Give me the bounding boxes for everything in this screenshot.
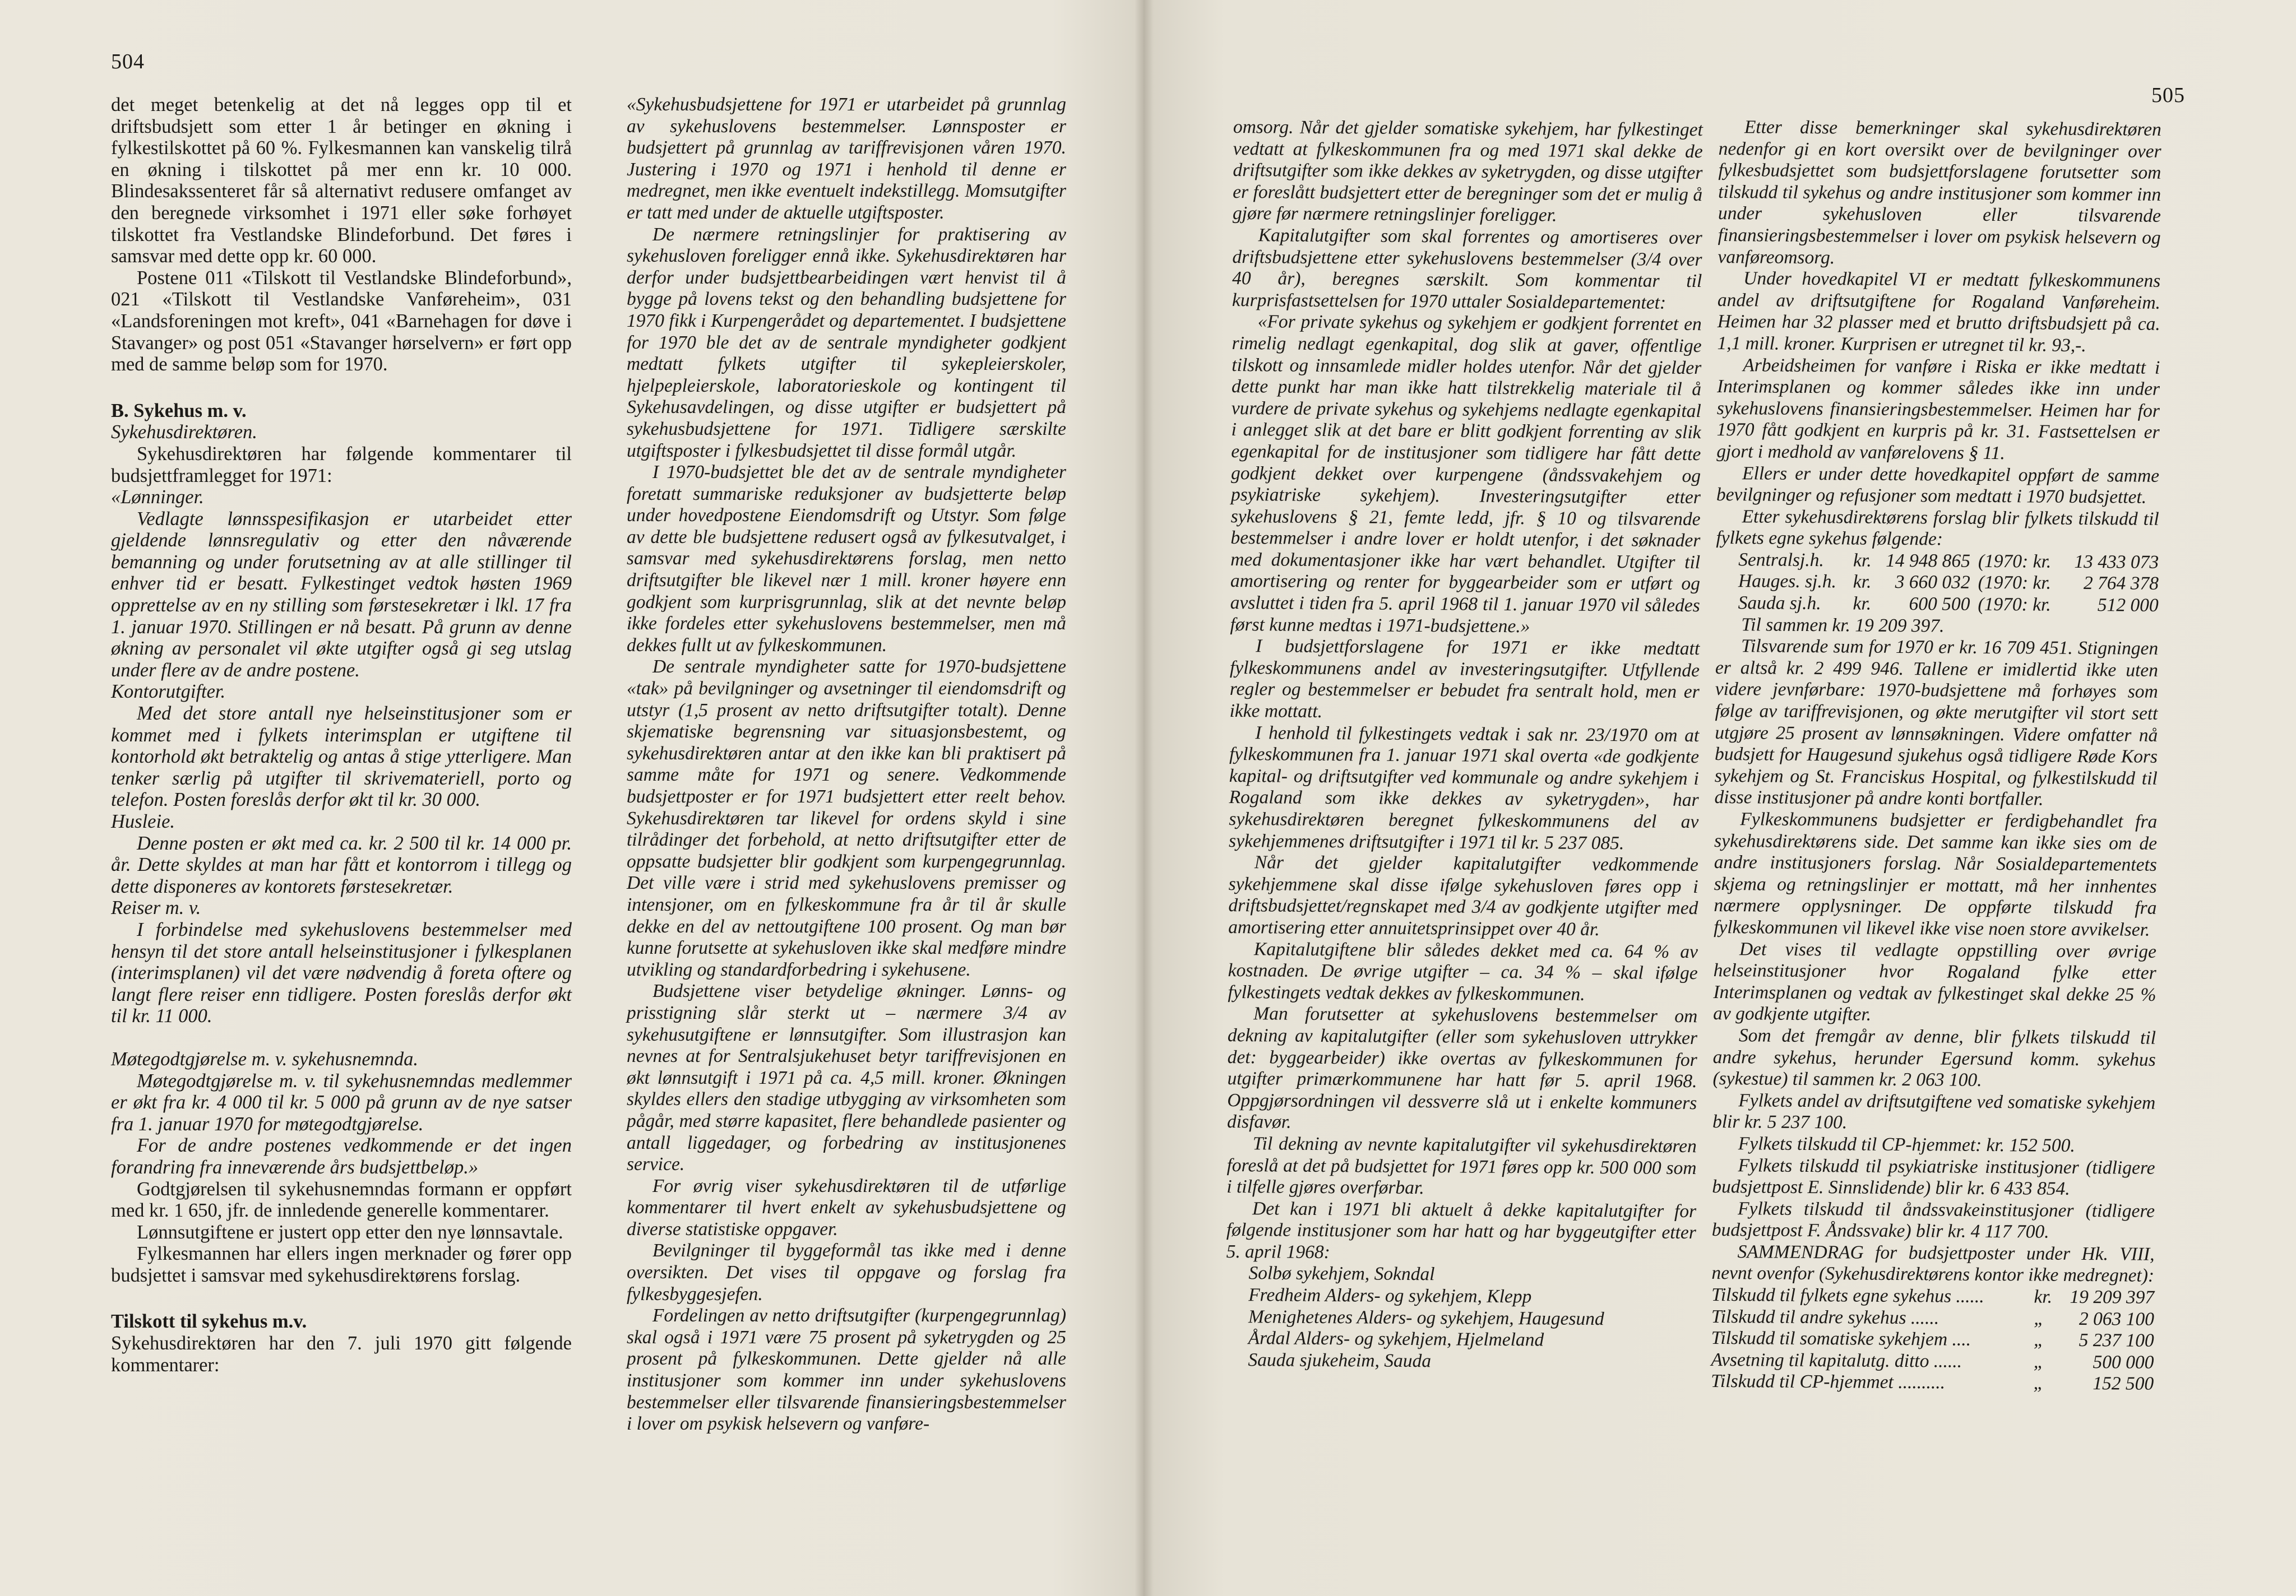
paragraph: omsorg. Når det gjelder somatiske sykehjem, har fylkestinget vedtatt at fylkeskommunen fra og med 1971 skal dekke de driftsutgifter som ikke dekkes av syketrygden, og disse utgifter er foreslått budsjettert etter de beregninger som det er mulig å gjøre før nærmere retningslinjer foreligger.: [1232, 117, 1703, 226]
table-row: [1716, 592, 2159, 616]
table-cell: 600 500: [1909, 593, 1970, 615]
subheading: Sykehusdirektøren.: [111, 421, 257, 443]
table-cell: 2 063 100: [2079, 1308, 2155, 1330]
paragraph: Kapitalutgifter som skal forrentes og amortiseres over driftsbudsjettene etter sykehuslovens bestemmelser (3/4 over 40 år), beregnes særskilt. Som kommentar til kurprisfastsettelsen for 1970 uttaler Sosialdepartementet:: [1232, 225, 1702, 313]
table-cell: „: [2033, 1372, 2044, 1394]
paragraph: Bevilgninger til byggeformål tas ikke med i denne oversikten. Det vises til oppgave og forslag fra fylkesbyggesjefen.: [627, 1240, 1066, 1305]
paragraph: De nærmere retningslinjer for praktisering av sykehusloven foreligger ennå ikke. Sykehusdirektøren har derfor under budsjettbearbeidingen vært henvist til å bygge på lovens tekst og den behandling budsjettene for 1970 fikk i Kurpengerådet og departementet. I budsjettene for 1970 ble det av de sentrale myndigheter godkjent medtatt fylkets utgifter til sykepleierskoler, hjelpepleierskole, laboratorieskole og kontingent til Sykehusavdelingen, og disse utgifter er budsjettert på sykehusbudsjettene for 1971. Tidligere særskilte utgiftsposter i fylkesbudsjettet til disse formål utgår.: [627, 224, 1066, 461]
table-cell: „: [2033, 1329, 2044, 1351]
paragraph: Denne posten er økt med ca. kr. 2 500 til kr. 14 000 pr. år. Dette skyldes at man har fått et kontorrom i tillegg og dette disponeres av kontorets førstesekretær.: [111, 832, 572, 897]
paragraph: Fylkets andel av driftsutgiftene ved somatiske sykehjem blir kr. 5 237 100.: [1712, 1089, 2156, 1133]
table-cell: Sauda sj.h.: [1738, 592, 1821, 614]
table-cell: „: [2033, 1351, 2044, 1372]
table-cell: Hauges. sj.h.: [1738, 570, 1836, 592]
list-item: Solbø sykehjem, Sokndal: [1248, 1263, 1435, 1285]
hospital-subsidy-table: [1716, 549, 2159, 617]
paragraph: Man forutsetter at sykehuslovens bestemmelser om dekning av kapitalutgifter (eller som sykehusloven uttrykker det: byggearbeider) ikke overtas av fylkeskommunen for utgifter primærkommunene har hatt før 5. april 1968. Oppgjørsordningen vil dessverre slå ut i enkelte kommuners disfavør.: [1226, 1003, 1698, 1133]
table-cell: „: [2034, 1308, 2045, 1329]
paragraph: Fylkets tilskudd til CP-hjemmet: kr. 152 500.: [1738, 1133, 2075, 1156]
subheading: «Lønninger.: [111, 486, 204, 508]
paragraph: For øvrig viser sykehusdirektøren til de utførlige kommentarer til hvert enkelt av sykehusbudsjettene og diverse statistiske oppgaver.: [627, 1175, 1066, 1240]
paragraph: Ellers er under dette hovedkapitel oppført de samme bevilgninger og refusjoner som medtatt i 1970 budsjettet.: [1716, 462, 2160, 508]
paragraph: Fordelingen av netto driftsutgifter (kurpengegrunnlag) skal også i 1971 være 75 prosent på syketrygden og 25 prosent på fylkeskommunen. Dette gjelder nå alle institusjoner som kommer inn under sykehuslovens bestemmelser eller tilsvarende finansieringsbestemmelser i lover om psykisk helsevern og vanføre-: [627, 1305, 1066, 1435]
page-number-left: 504: [111, 50, 145, 73]
table-cell: 500 000: [2093, 1351, 2154, 1373]
table-cell: Tilskudd til CP-hjemmet ..........: [1711, 1371, 1946, 1393]
table-row: [1711, 1349, 2154, 1374]
right-column-1: [1225, 117, 1703, 1374]
paragraph: For de andre postenes vedkommende er det ingen forandring fra inneværende års budsjettbeløp.»: [111, 1135, 572, 1178]
paragraph: Møtegodtgjørelse m. v. til sykehusnemndas medlemmer er økt fra kr. 4 000 til kr. 5 000 på grunn av de nye satser fra 1. januar 1970 for møtegodtgjørelse.: [111, 1070, 572, 1135]
table-cell: 5 237 100: [2079, 1330, 2154, 1352]
table-cell: Sentralsj.h.: [1738, 549, 1824, 571]
table-row: [1716, 549, 2159, 573]
table-cell: Avsetning til kapitalutg. ditto ......: [1711, 1349, 1962, 1372]
right-column-2: [1711, 117, 2161, 1395]
table-row: [1711, 1306, 2154, 1330]
table-cell: 512 000: [2097, 595, 2159, 616]
list-item: Fredheim Alders- og sykehjem, Klepp: [1248, 1284, 1532, 1307]
paragraph: I 1970-budsjettet ble det av de sentrale myndigheter foretatt summariske reduksjoner av budsjetterte beløp under hovedpostene Eiendomsdrift og Utstyr. Som følge av dette ble budsjettene redusert også av fylkesutvalget, i samsvar med sykehusdirektørens forslag, men netto driftsutgifter ble likevel nær 1 mill. kroner høyere enn godkjent som kurprisgrunnlag, slik at det nevnte beløp ikke fordeles etter sykehuslovens bestemmelser, men må dekkes fullt ut av fylkeskommunen.: [627, 462, 1066, 656]
table-cell: kr.: [1853, 593, 1872, 614]
table-cell: (1970: kr.: [1978, 593, 2051, 615]
paragraph: I budsjettforslagene for 1971 er ikke medtatt fylkeskommunens andel av investeringsutgifter. Utfyllende regler og bestemmelser er bebudet fra sentralt hold, men er ikke mottatt.: [1229, 635, 1700, 722]
paragraph: Kapitalutgiftene blir således dekket med ca. 64 % av kostnaden. De øvrige utgifter – ca. 34 % – skal ifølge fylkestingets vedtak dekkes av fylkeskommunen.: [1228, 938, 1698, 1005]
table-cell: Tilskudd til andre sykehus ......: [1711, 1306, 1939, 1329]
table-cell: 3 660 032: [1895, 572, 1970, 593]
paragraph: Når det gjelder kapitalutgifter vedkommende sykehjemmene skal disse ifølge sykehusloven føres opp i driftsbudsjettet/regnskapet med 3/4 av godkjente utgifter med amortisering etter annuitetsprinsippet over 40 år.: [1228, 852, 1698, 940]
table-cell: Tilskudd til somatiske sykehjem ....: [1711, 1328, 1971, 1351]
section-heading: Tilskott til sykehus m.v.: [111, 1311, 307, 1333]
paragraph: SAMMENDRAG for budsjettposter under Hk. VIII, nevnt ovenfor (Sykehusdirektørens kontor ikke medregnet):: [1711, 1241, 2155, 1287]
paragraph: Budsjettene viser betydelige økninger. Lønns- og prisstigning slår sterkt ut – nærmere 3/4 av sykehusutgiftene er lønnsutgifter. Som illustrasjon kan nevnes at for Sentralsjukehuset betyr tariffrevisjonen en økt lønnsutgift i 1971 på ca. 4,5 mill. kroner. Økningen skyldes ellers den stadige utbygging av virksomheten som pågår, med større kapasitet, flere behandlede pasienter og antall liggedager, og forbedring av institusjonenes service.: [627, 981, 1066, 1175]
paragraph: Fylkets tilskudd til åndssvakeinstitusjoner (tidligere budsjettpost F. Åndssvake) blir kr. 4 117 700.: [1711, 1198, 2155, 1242]
paragraph: Det vises til vedlagte oppstilling over øvrige helseinstitusjoner hvor Rogaland fylke etter Interimsplanen og vedtak av fylkestinget skal dekke 25 % av godkjente utgifter.: [1713, 938, 2157, 1026]
table-cell: 19 209 397: [2070, 1286, 2155, 1308]
subheading: Reiser m. v.: [111, 897, 201, 919]
paragraph: Til dekning av nevnte kapitalutgifter vil sykehusdirektøren foreslå at det på budsjettet for 1971 føres opp kr. 500 000 som i tilfelle gjøres overførbar.: [1226, 1133, 1697, 1199]
table-cell: 13 433 073: [2074, 551, 2159, 573]
paragraph: Arbeidsheimen for vanføre i Riska er ikke medtatt i Interimsplanen og kommer således ikke inn under sykehuslovens finansieringsbestemmelser. Heimen har for 1970 fått godkjent en kurpris på kr. 31. Fastsettelsen er gjort i medhold av vanførelovens § 11.: [1716, 354, 2160, 464]
table-cell: 2 764 378: [2083, 573, 2159, 595]
paragraph: I forbindelse med sykehuslovens bestemmelser med hensyn til det store antall helseinstitusjoner i fylkesplanen (interimsplanen) vil det være nødvendig å foreta oftere og langt flere reiser enn tidligere. Posten foreslås derfor økt til kr. 11 000.: [111, 918, 572, 1027]
left-page: [0, 0, 1144, 1596]
page-number-right: 505: [2151, 83, 2185, 107]
paragraph: Med det store antall nye helseinstitusjoner som er kommet med i fylkets interimsplan er utgiftene til kontorhold økt betraktelig og antas å stige ytterligere. Man tenker særlig på utgifter til skrivemateriell, porto og telefon. Posten foreslås derfor økt til kr. 30 000.: [111, 703, 572, 811]
paragraph: «For private sykehus og sykehjem er godkjent forrentet en rimelig nedlagt egenkapital, dog slik at gaver, offentlige tilskott og innsamlede midler holdes utenfor. Når det gjelder dette punkt har man ikke hatt tilstrekkelig materiale til å vurdere de private sykehus og sykehjems nedlagte egenkapital i anlegget slik at det bare er blitt godkjent forrenting av slik egenkapital for de institusjoner som tidligere har fått dette godkjent dekket over kurpengene (åndssvakehjem og psykiatriske sykehjem). Investeringsutgifter etter sykehuslovens § 21, femte ledd, jfr. § 10 og tilsvarende bestemmelser i andre lover er holdt utenfor, i det søknader med dokumentasjoner ikke har vært behandlet. Utgifter til amortisering og renter for byggearbeider som er utført og avsluttet i tiden fra 5. april 1968 til 1. januar 1970 vil således først kunne medtas i 1971-budsjettene.»: [1230, 311, 1702, 637]
paragraph: Som det fremgår av denne, blir fylkets tilskudd til andre sykehus, herunder Egersund komm. sykehus (sykestue) til sammen kr. 2 063 100.: [1712, 1025, 2156, 1091]
table-row: [1711, 1328, 2154, 1352]
subheading: Kontorutgifter.: [111, 681, 226, 703]
paragraph: Lønnsutgiftene er justert opp etter den nye lønnsavtale.: [137, 1221, 563, 1243]
paragraph: Til sammen kr. 19 209 397.: [1741, 614, 1945, 637]
table-cell: (1970: kr.: [1978, 572, 2052, 594]
table-cell: 152 500: [2093, 1373, 2154, 1395]
paragraph: Etter disse bemerkninger skal sykehusdirektøren nedenfor gi en kort oversikt over de bevilgninger over fylkesbudsjettet som budsjettforslagene forutsetter som tilskudd til sykehus og andre institusjoner som kommer inn under sykehusloven eller tilsvarende finansieringsbestemmelser i lover om psykisk helsevern og vanføreomsorg.: [1718, 117, 2161, 268]
paragraph: Sykehusdirektøren har følgende kommentarer til budsjettframlegget for 1971:: [111, 443, 572, 486]
table-row: [1716, 570, 2159, 595]
paragraph: Postene 011 «Tilskott til Vestlandske Blindeforbund», 021 «Tilskott til Vestlandske Vanføreheim», 031 «Landsforeningen mot kreft», 041 «Barnehagen for døve i Stavanger» og post 051 «Stavanger hørselvern» er ført opp med de samme beløp som for 1970.: [111, 267, 572, 375]
paragraph: Sykehusdirektøren har den 7. juli 1970 gitt følgende kommentarer:: [111, 1333, 572, 1376]
paragraph: Det kan i 1971 bli aktuelt å dekke kapitalutgifter for følgende institusjoner som har hatt og har byggeutgifter etter 5. april 1968:: [1226, 1198, 1697, 1263]
paragraph: Etter sykehusdirektørens forslag blir fylkets tilskudd til fylkets egne sykehus følgende:: [1716, 505, 2159, 550]
paragraph: Under hovedkapitel VI er medtatt fylkeskommunens andel av driftsutgiftene for Rogaland Vanføreheim. Heimen har 32 plasser med et brutto driftsbudsjett på ca. 1,1 mill. kroner. Kurprisen er utregnet til kr. 93,-.: [1717, 268, 2161, 356]
paragraph: Fylkesmannen har ellers ingen merknader og fører opp budsjettet i samsvar med sykehusdirektørens forslag.: [111, 1243, 572, 1286]
paragraph: Vedlagte lønnsspesifikasjon er utarbeidet etter gjeldende lønnsregulativ og etter den nåværende bemanning og under forutsetning av at alle stillinger til enhver tid er besatt. Fylkestinget vedtok høsten 1969 opprettelse av en ny stilling som førstesekretær i lkl. 17 fra 1. januar 1970. Stillingen er nå besatt. På grunn av denne økning av personalet vil økte utgifter også gi seg utslag under flere av de andre postene.: [111, 508, 572, 681]
table-row: [1711, 1284, 2154, 1309]
paragraph: «Sykehusbudsjettene for 1971 er utarbeidet på grunnlag av sykehuslovens bestemmelser. Lønnsposter er budsjettert på grunnlag av tariffrevisjonen våren 1970. Justering i 1970 og 1971 i henhold til denne er medregnet, men ikke eventuelt indekstillegg. Momsutgifter er tatt med under de aktuelle utgiftsposter.: [627, 94, 1066, 223]
table-cell: (1970: kr.: [1978, 550, 2052, 572]
table-cell: Tilskudd til fylkets egne sykehus ......: [1711, 1284, 1984, 1307]
list-item: Sauda sjukeheim, Sauda: [1248, 1349, 1432, 1372]
subheading: Møtegodtgjørelse m. v. sykehusnemnda.: [111, 1048, 419, 1070]
table-cell: kr.: [1853, 550, 1872, 571]
section-heading: B. Sykehus m. v.: [111, 400, 247, 421]
paragraph: I henhold til fylkestingets vedtak i sak nr. 23/1970 om at fylkeskommunen fra 1. januar 1971 skal overta «de godkjente kapital- og driftsutgifter ved kommunale og andre sykehjem i Rogaland som ikke dekkes av syketrygden», har sykehusdirektøren beregnet fylkeskommunens del av sykehjemmenes driftsutgifter i 1971 til kr. 5 237 085.: [1228, 722, 1700, 853]
left-column-1: [111, 94, 572, 1376]
paragraph: Fylkeskommunens budsjetter er ferdigbehandlet fra sykehusdirektørens side. Det samme kan ikke sies om de andre institusjoners forslag. Når Sosialdepartementets skjema og retningslinjer er mottatt, må her innhentes nærmere opplysninger. De oppførte tilskudd fra fylkeskommunen vil likevel ikke vise noen store avvikelser.: [1714, 809, 2158, 940]
list-item: Menighetenes Alders- og sykehjem, Haugesund: [1248, 1306, 1604, 1329]
list-item: Årdal Alders- og sykehjem, Hjelmeland: [1248, 1328, 1544, 1351]
left-column-2: [627, 94, 1066, 1435]
summary-table: [1711, 1284, 2154, 1395]
paragraph: Fylkets tilskudd til psykiatriske institusjoner (tidligere budsjettpost E. Sinnslidende) blir kr. 6 433 854.: [1712, 1154, 2155, 1199]
paragraph: Godtgjørelsen til sykehusnemndas formann er oppført med kr. 1 650, jfr. de innledende generelle kommentarer.: [111, 1178, 572, 1222]
table-row: [1711, 1371, 2154, 1395]
paragraph: det meget betenkelig at det nå legges opp til et driftsbudsjett som etter 1 år betinger en økning i fylkestilskottet på 60 %. Fylkesmannen kan vanskelig tilrå en økning i tilskottet på mer enn kr. 10 000. Blindesakssenteret får så alternativt redusere omfanget av den beregnede virksomhet i 1971 eller søke forhøyet tilskottet fra Vestlandske Blindeforbund. Det føres i samsvar med dette opp kr. 60 000.: [111, 94, 572, 267]
paragraph: De sentrale myndigheter satte for 1970-budsjettene «tak» på bevilgninger og avsetninger til eiendomsdrift og utstyr (1,5 prosent av netto driftsutgifter totalt). Denne skjematiske begrensning var situasjonsbestemt, og sykehusdirektøren antar at den ikke kan bli praktisert på samme måte for 1971 og senere. Vedkommende budsjettposter er for 1971 budsjettert etter reelt behov. Sykehusdirektøren tar likevel for ordens skyld i sine tilrådinger det forbehold, at netto driftsutgifter etter de oppsatte budsjetter blir godkjent som kurpengegrunnlag. Det ville være i strid med sykehuslovens premisser og intensjoner, om en fylkeskommune fra år til år skulle dekke en del av nettoutgiftene 100 prosent. Og man bør kunne forutsette at sykehusloven ikke skal medføre mindre utvikling og standardforbedring i sykehusene.: [627, 656, 1066, 980]
subheading: Husleie.: [111, 811, 175, 832]
table-cell: kr.: [1853, 571, 1872, 593]
table-cell: kr.: [2034, 1286, 2053, 1307]
paragraph: Tilsvarende sum for 1970 er kr. 16 709 451. Stigningen er altså kr. 2 499 946. Tallene er imidlertid ikke uten videre jevnførbare: 1970-budsjettene må forhøyes som følge av tariffrevisjonen, og økte merutgifter vil stort sett utgjøre 25 prosent av lønnsøkningen. Videre omfatter nå budsjett for Haugesund sjukehus også tidligere Røde Kors sykehjem og St. Franciskus Hospital, og fylkestilskudd til disse institusjoner på andre konti bortfaller.: [1714, 635, 2159, 810]
table-cell: 14 948 865: [1886, 550, 1971, 572]
book-gutter: [1135, 0, 1154, 1596]
